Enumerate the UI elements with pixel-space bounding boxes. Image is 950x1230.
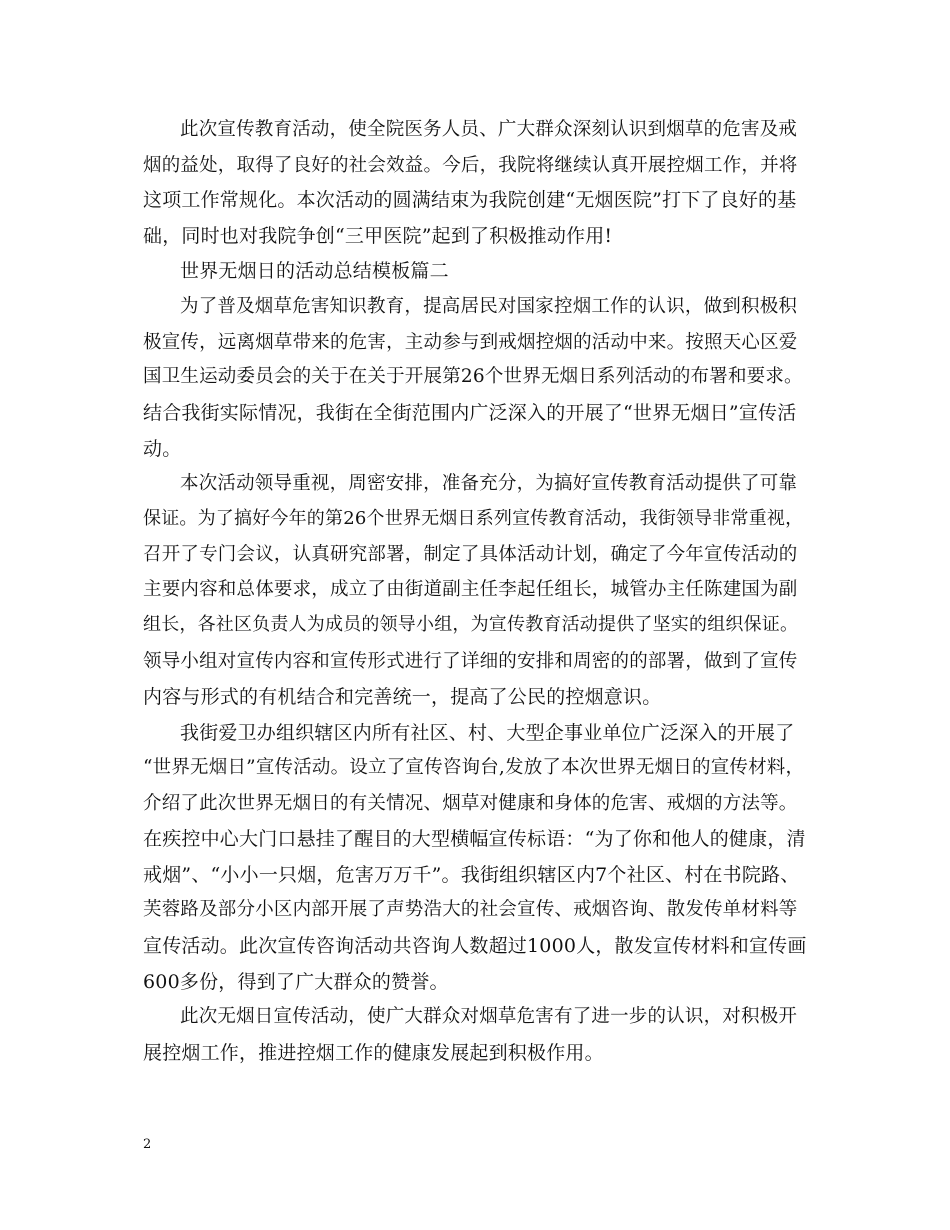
text-line: 组长，各社区负责人为成员的领导小组，为宣传教育活动提供了坚实的组织保证。 bbox=[143, 614, 799, 635]
text-line: 宣传活动。此次宣传咨询活动共咨询人数超过1000人，散发宣传材料和宣传画 bbox=[143, 935, 807, 957]
text-line: 为了普及烟草危害知识教育，提高居民对国家控烟工作的认识，做到积极积 bbox=[180, 296, 798, 317]
text-line: 动。 bbox=[143, 438, 182, 460]
text-line: 介绍了此次世界无烟日的有关情况、烟草对健康和身体的危害、戒烟的方法等。 bbox=[143, 793, 798, 814]
text-line: 国卫生运动委员会的关于在关于开展第26个世界无烟日系列活动的布署和要求。 bbox=[143, 366, 803, 387]
text-line: 我街爱卫办组织辖区内所有社区、村、大型企事业单位广泛深入的开展了 bbox=[180, 722, 795, 744]
text-line: 召开了专门会议，认真研究部署，制定了具体活动计划，确定了今年宣传活动的 bbox=[143, 544, 798, 565]
section-heading: 世界无烟日的活动总结模板篇二 bbox=[180, 260, 449, 282]
text-line: 本次活动领导重视，周密安排，准备充分，为搞好宣传教育活动提供了可靠 bbox=[180, 473, 798, 494]
text-line: 础，同时也对我院争创“三甲医院”起到了积极推动作用! bbox=[143, 225, 613, 247]
text-line: 烟的益处，取得了良好的社会效益。今后，我院将继续认真开展控烟工作，并将 bbox=[143, 155, 798, 176]
text-line: 领导小组对宣传内容和宣传形式进行了详细的安排和周密的的部署，做到了宣传 bbox=[143, 651, 798, 672]
text-line: 极宣传，远离烟草带来的危害，主动参与到戒烟控烟的活动中来。按照天心区爱 bbox=[143, 332, 798, 353]
text-line: 戒烟”、“小小一只烟，危害万万千”。我街组织辖区内7个社区、村在书院路、 bbox=[143, 864, 800, 886]
text-line: 结合我街实际情况，我街在全街范围内广泛深入的开展了“世界无烟日”宣传活 bbox=[143, 402, 797, 424]
text-line: 内容与形式的有机结合和完善统一，提高了公民的控烟意识。 bbox=[143, 686, 662, 708]
text-line: 600多份，得到了广大群众的赞誉。 bbox=[143, 971, 449, 993]
page-number: 2 bbox=[143, 1137, 152, 1152]
text-line: 芙蓉路及部分小区内部开展了声势浩大的社会宣传、戒烟咨询、散发传单材料等 bbox=[143, 899, 798, 920]
text-line: 保证。为了搞好今年的第26个世界无烟日系列宣传教育活动，我街领导非常重视， bbox=[143, 508, 804, 529]
text-line: “世界无烟日”宣传活动。设立了宣传咨询台,发放了本次世界无烟日的宣传材料， bbox=[143, 757, 805, 778]
text-line: 主要内容和总体要求，成立了由街道副主任李起任组长，城管办主任陈建国为副 bbox=[143, 579, 798, 600]
text-line: 展控烟工作，推进控烟工作的健康发展起到积极作用。 bbox=[143, 1042, 604, 1064]
text-line: 此次宣传教育活动，使全院医务人员、广大群众深刻认识到烟草的危害及戒 bbox=[180, 119, 798, 140]
text-line: 在疾控中心大门口悬挂了醒目的大型横幅宣传标语：“为了你和他人的健康，清 bbox=[143, 828, 806, 850]
text-line: 此次无烟日宣传活动，使广大群众对烟草危害有了进一步的认识，对积极开 bbox=[180, 1006, 798, 1027]
text-line: 这项工作常规化。本次活动的圆满结束为我院创建“无烟医院”打下了良好的基 bbox=[143, 189, 797, 211]
